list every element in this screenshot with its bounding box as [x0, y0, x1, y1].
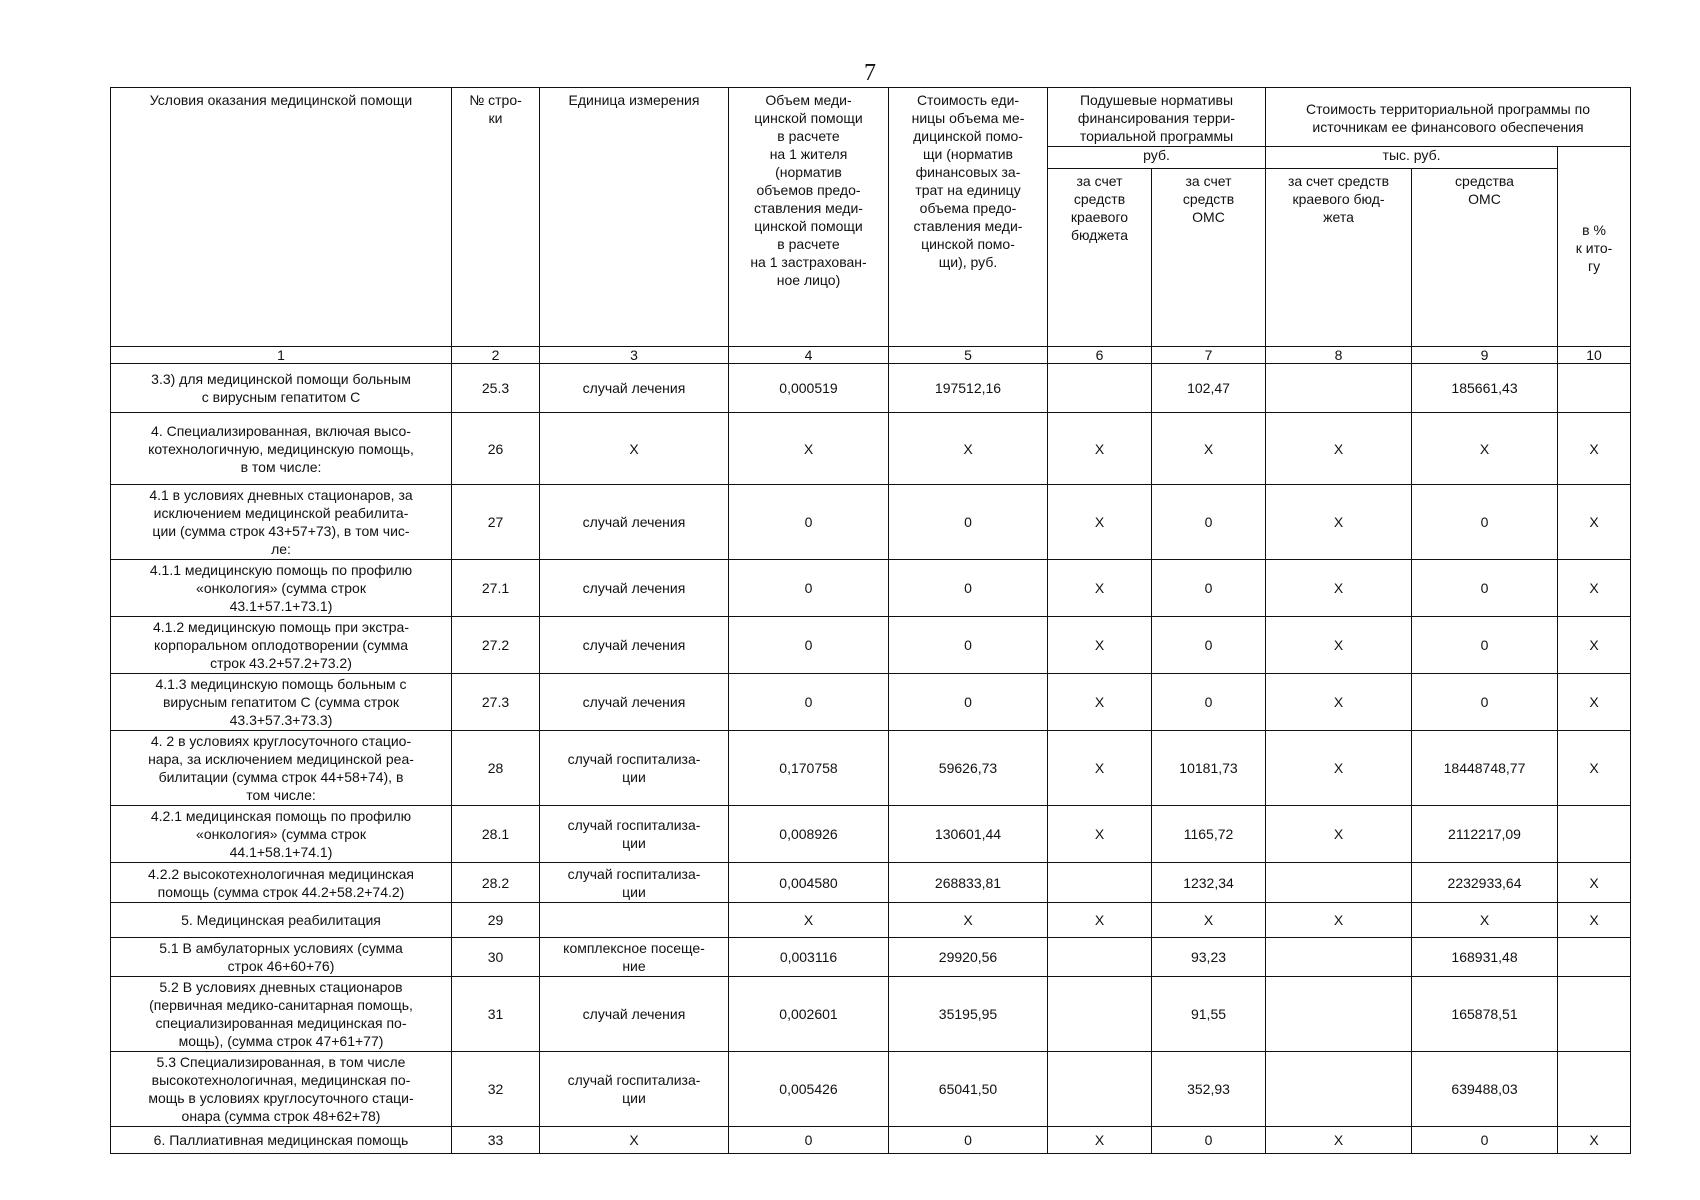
header-regional-budget-norm: за счет средств краевого бюджета — [1048, 169, 1152, 347]
column-number: 4 — [729, 347, 889, 364]
unit-cell: Х — [540, 413, 729, 485]
unit-cost-cell: 130601,44 — [889, 806, 1048, 863]
oms-norm-cell: 102,47 — [1152, 364, 1266, 413]
condition-cell: 4.1.3 медицинскую помощь больным с вирусным гепатитом С (сумма строк 43.3+57.3+73.3) — [111, 674, 452, 731]
percent-cell — [1558, 806, 1631, 863]
oms-cost-cell: 0 — [1412, 674, 1558, 731]
table-row — [111, 938, 1631, 977]
unit-cost-cell: 197512,16 — [889, 364, 1048, 413]
regional-cost-cell — [1266, 938, 1412, 977]
regional-cost-cell: Х — [1266, 1127, 1412, 1154]
unit-cell: случай госпитализа- ции — [540, 806, 729, 863]
regional-cost-cell — [1266, 977, 1412, 1052]
volume-cell: 0 — [729, 485, 889, 560]
regional-cost-cell — [1266, 1052, 1412, 1127]
table-row — [111, 674, 1631, 731]
oms-cost-cell: 2112217,09 — [1412, 806, 1558, 863]
unit-cell: случай лечения — [540, 364, 729, 413]
regional-norm-cell: Х — [1048, 560, 1152, 617]
unit-cost-cell: Х — [889, 903, 1048, 938]
oms-cost-cell: 2232933,64 — [1412, 863, 1558, 903]
row-number-cell: 27 — [452, 485, 540, 560]
condition-cell: 5.1 В амбулаторных условиях (сумма строк 46+60+76) — [111, 938, 452, 977]
regional-cost-cell: Х — [1266, 903, 1412, 938]
percent-cell: Х — [1558, 485, 1631, 560]
header-regional-budget-cost: за счет средств краевого бюд- жета — [1266, 169, 1412, 347]
volume-cell: Х — [729, 413, 889, 485]
table-row — [111, 413, 1631, 485]
oms-cost-cell: Х — [1412, 903, 1558, 938]
regional-norm-cell — [1048, 938, 1152, 977]
condition-cell: 3.3) для медицинской помощи больным с вирусным гепатитом С — [111, 364, 452, 413]
column-number: 10 — [1558, 347, 1631, 364]
volume-cell: 0,004580 — [729, 863, 889, 903]
header-row-number: № стро- ки — [452, 88, 540, 347]
row-number-cell: 30 — [452, 938, 540, 977]
oms-cost-cell: 165878,51 — [1412, 977, 1558, 1052]
column-number: 3 — [540, 347, 729, 364]
table-row — [111, 731, 1631, 806]
unit-cell: случай лечения — [540, 617, 729, 674]
percent-cell — [1558, 364, 1631, 413]
oms-norm-cell: 1165,72 — [1152, 806, 1266, 863]
unit-cell: случай лечения — [540, 674, 729, 731]
condition-cell: 4.1.2 медицинскую помощь при экстра- корпоральном оплодотворении (сумма строк 43.2+57.2+73.2) — [111, 617, 452, 674]
regional-norm-cell: Х — [1048, 617, 1152, 674]
row-number-cell: 28 — [452, 731, 540, 806]
condition-cell: 5.2 В условиях дневных стационаров (первичная медико-санитарная помощь, специализированная медицинская по- мощь), (сумма строк 47+61+77) — [111, 977, 452, 1052]
oms-norm-cell: 0 — [1152, 560, 1266, 617]
oms-cost-cell: 0 — [1412, 1127, 1558, 1154]
header-oms-norm: за счет средств ОМС — [1152, 169, 1266, 347]
row-number-cell: 26 — [452, 413, 540, 485]
condition-cell: 5.3 Специализированная, в том числе высокотехнологичная, медицинская по- мощь в условиях круглосуточного стаци- онара (сумма строк 48+62+78) — [111, 1052, 452, 1127]
column-number: 6 — [1048, 347, 1152, 364]
oms-cost-cell: 0 — [1412, 485, 1558, 560]
unit-cell: случай лечения — [540, 485, 729, 560]
regional-cost-cell: Х — [1266, 617, 1412, 674]
volume-cell: 0,008926 — [729, 806, 889, 863]
header-conditions: Условия оказания медицинской помощи — [111, 88, 452, 347]
condition-cell: 4.1.1 медицинскую помощь по профилю «онкология» (сумма строк 43.1+57.1+73.1) — [111, 560, 452, 617]
regional-norm-cell: Х — [1048, 413, 1152, 485]
oms-norm-cell: 0 — [1152, 617, 1266, 674]
volume-cell: 0 — [729, 617, 889, 674]
volume-cell: 0,000519 — [729, 364, 889, 413]
header-per-capita-norms: Подушевые нормативы финансирования терри- ториальной программы — [1048, 88, 1266, 147]
regional-cost-cell: Х — [1266, 485, 1412, 560]
unit-cell: случай госпитализа- ции — [540, 863, 729, 903]
unit-cell: случай госпитализа- ции — [540, 731, 729, 806]
regional-norm-cell: Х — [1048, 806, 1152, 863]
table-body — [111, 364, 1631, 1154]
unit-cell: случай лечения — [540, 560, 729, 617]
column-number: 2 — [452, 347, 540, 364]
unit-cost-cell: 65041,50 — [889, 1052, 1048, 1127]
unit-cell: комплексное посеще- ние — [540, 938, 729, 977]
unit-cost-cell: 59626,73 — [889, 731, 1048, 806]
row-number-cell: 31 — [452, 977, 540, 1052]
regional-cost-cell: Х — [1266, 413, 1412, 485]
unit-cost-cell: 0 — [889, 560, 1048, 617]
header-unit: Единица измерения — [540, 88, 729, 347]
regional-cost-cell: Х — [1266, 560, 1412, 617]
regional-cost-cell — [1266, 863, 1412, 903]
regional-norm-cell: Х — [1048, 1127, 1152, 1154]
percent-cell — [1558, 977, 1631, 1052]
oms-norm-cell: 0 — [1152, 1127, 1266, 1154]
regional-norm-cell — [1048, 863, 1152, 903]
row-number-cell: 25.3 — [452, 364, 540, 413]
table-row — [111, 485, 1631, 560]
column-number: 1 — [111, 347, 452, 364]
regional-cost-cell — [1266, 364, 1412, 413]
unit-cell: Х — [540, 1127, 729, 1154]
oms-norm-cell: 0 — [1152, 674, 1266, 731]
unit-cost-cell: 0 — [889, 617, 1048, 674]
regional-norm-cell — [1048, 977, 1152, 1052]
row-number-cell: 28.1 — [452, 806, 540, 863]
oms-cost-cell: 185661,43 — [1412, 364, 1558, 413]
row-number-cell: 27.2 — [452, 617, 540, 674]
table-row — [111, 364, 1631, 413]
condition-cell: 4. Специализированная, включая высо- котехнологичную, медицинскую помощь, в том числе: — [111, 413, 452, 485]
percent-cell — [1558, 938, 1631, 977]
volume-cell: 0 — [729, 1127, 889, 1154]
oms-norm-cell: Х — [1152, 903, 1266, 938]
volume-cell: 0,005426 — [729, 1052, 889, 1127]
oms-norm-cell: 93,23 — [1152, 938, 1266, 977]
table-row — [111, 1052, 1631, 1127]
regional-norm-cell: Х — [1048, 485, 1152, 560]
percent-cell — [1558, 1052, 1631, 1127]
regional-cost-cell: Х — [1266, 674, 1412, 731]
header-percent-of-total: в % к ито- гу — [1558, 147, 1631, 347]
row-number-cell: 27.1 — [452, 560, 540, 617]
row-number-cell: 29 — [452, 903, 540, 938]
percent-cell: Х — [1558, 731, 1631, 806]
volume-cell: 0,003116 — [729, 938, 889, 977]
volume-cell: 0,170758 — [729, 731, 889, 806]
table-row — [111, 977, 1631, 1052]
row-number-cell: 33 — [452, 1127, 540, 1154]
header-unit-cost: Стоимость еди- ницы объема ме- дицинской помо- щи (норматив финансовых за- трат на единицу объема предо- ставления меди- цинской помо- щи), руб. — [889, 88, 1048, 347]
unit-cost-cell: Х — [889, 413, 1048, 485]
unit-cost-cell: 0 — [889, 485, 1048, 560]
oms-cost-cell: 168931,48 — [1412, 938, 1558, 977]
volume-cell: 0 — [729, 560, 889, 617]
regional-cost-cell: Х — [1266, 731, 1412, 806]
unit-cell: случай госпитализа- ции — [540, 1052, 729, 1127]
percent-cell: Х — [1558, 903, 1631, 938]
header-volume: Объем меди- цинской помощи в расчете на 1 жителя (норматив объемов предо- ставления меди- цинской помощи в расчете на 1 застрахован- ное лицо) — [729, 88, 889, 347]
oms-cost-cell: 18448748,77 — [1412, 731, 1558, 806]
column-number: 5 — [889, 347, 1048, 364]
oms-cost-cell: 639488,03 — [1412, 1052, 1558, 1127]
header-oms-cost: средства ОМС — [1412, 169, 1558, 347]
oms-cost-cell: Х — [1412, 413, 1558, 485]
page-number: 7 — [864, 60, 876, 86]
column-numbers-row — [111, 347, 1631, 364]
oms-norm-cell: 1232,34 — [1152, 863, 1266, 903]
table-row — [111, 560, 1631, 617]
table-row — [111, 903, 1631, 938]
condition-cell: 4.2.1 медицинская помощь по профилю «онкология» (сумма строк 44.1+58.1+74.1) — [111, 806, 452, 863]
regional-norm-cell — [1048, 364, 1152, 413]
regional-norm-cell: Х — [1048, 731, 1152, 806]
percent-cell: Х — [1558, 1127, 1631, 1154]
table-row — [111, 863, 1631, 903]
volume-cell: Х — [729, 903, 889, 938]
table-row — [111, 806, 1631, 863]
percent-cell: Х — [1558, 863, 1631, 903]
table-row — [111, 1127, 1631, 1154]
oms-norm-cell: 0 — [1152, 485, 1266, 560]
volume-cell: 0 — [729, 674, 889, 731]
percent-cell: Х — [1558, 413, 1631, 485]
header-unit-thousand-rub: тыс. руб. — [1266, 147, 1558, 169]
unit-cost-cell: 0 — [889, 674, 1048, 731]
regional-cost-cell: Х — [1266, 806, 1412, 863]
regional-norm-cell: Х — [1048, 903, 1152, 938]
condition-cell: 4.2.2 высокотехнологичная медицинская помощь (сумма строк 44.2+58.2+74.2) — [111, 863, 452, 903]
row-number-cell: 32 — [452, 1052, 540, 1127]
unit-cell — [540, 903, 729, 938]
volume-cell: 0,002601 — [729, 977, 889, 1052]
regional-norm-cell: Х — [1048, 674, 1152, 731]
regional-norm-cell — [1048, 1052, 1152, 1127]
percent-cell: Х — [1558, 560, 1631, 617]
oms-norm-cell: Х — [1152, 413, 1266, 485]
header-program-cost: Стоимость территориальной программы по источникам ее финансового обеспечения — [1266, 88, 1631, 147]
condition-cell: 4. 2 в условиях круглосуточного стацио- нара, за исключением медицинской реа- билитации (сумма строк 44+58+74), в том числе: — [111, 731, 452, 806]
header-unit-rub: руб. — [1048, 147, 1266, 169]
unit-cost-cell: 268833,81 — [889, 863, 1048, 903]
row-number-cell: 28.2 — [452, 863, 540, 903]
table-row — [111, 617, 1631, 674]
condition-cell: 6. Паллиативная медицинская помощь — [111, 1127, 452, 1154]
percent-cell: Х — [1558, 617, 1631, 674]
column-number: 9 — [1412, 347, 1558, 364]
column-number: 8 — [1266, 347, 1412, 364]
unit-cost-cell: 35195,95 — [889, 977, 1048, 1052]
financing-table — [110, 87, 1631, 1154]
oms-norm-cell: 10181,73 — [1152, 731, 1266, 806]
condition-cell: 5. Медицинская реабилитация — [111, 903, 452, 938]
row-number-cell: 27.3 — [452, 674, 540, 731]
oms-norm-cell: 352,93 — [1152, 1052, 1266, 1127]
oms-norm-cell: 91,55 — [1152, 977, 1266, 1052]
column-number: 7 — [1152, 347, 1266, 364]
condition-cell: 4.1 в условиях дневных стационаров, за исключением медицинской реабилита- ции (сумма строк 43+57+73), в том чис- ле: — [111, 485, 452, 560]
oms-cost-cell: 0 — [1412, 560, 1558, 617]
percent-cell: Х — [1558, 674, 1631, 731]
unit-cost-cell: 0 — [889, 1127, 1048, 1154]
unit-cost-cell: 29920,56 — [889, 938, 1048, 977]
oms-cost-cell: 0 — [1412, 617, 1558, 674]
unit-cell: случай лечения — [540, 977, 729, 1052]
